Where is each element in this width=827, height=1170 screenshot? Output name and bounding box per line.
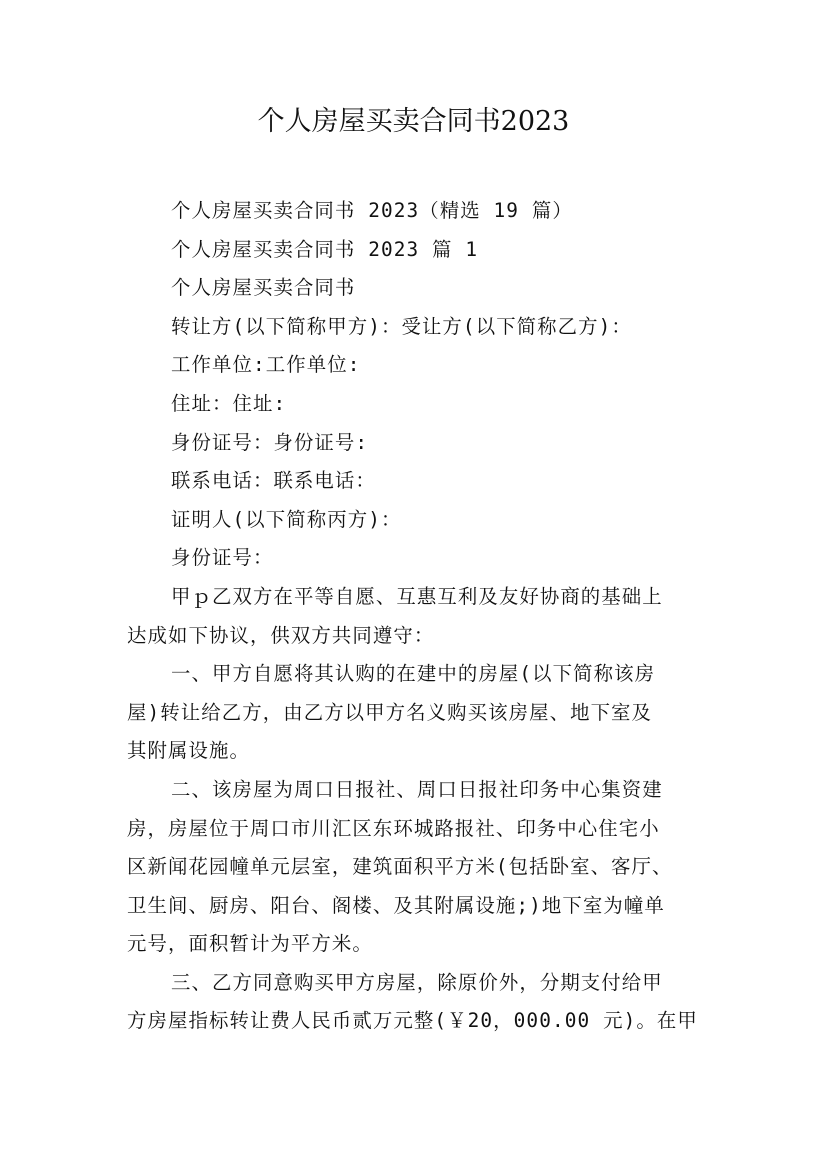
document-title: 个人房屋买卖合同书2023: [257, 106, 570, 137]
paragraph-line: 卫生间、厨房、阳台、阁楼、及其附属设施;)地下室为幢单: [127, 893, 665, 917]
paragraph-line: 达成如下协议，供双方共同遵守：: [127, 623, 435, 647]
text-line: 个人房屋买卖合同书: [171, 276, 356, 300]
text-line: 工作单位:工作单位:: [171, 353, 361, 377]
paragraph-line: 三、乙方同意购买甲方房屋，除原价外，分期支付给甲: [171, 970, 663, 994]
text-line: 证明人(以下简称丙方)：: [171, 507, 402, 531]
text-line: 联系电话：联系电话：: [171, 469, 376, 493]
paragraph: [127, 655, 719, 771]
paragraph-line: 一、甲方自愿将其认购的在建中的房屋(以下简称该房: [171, 662, 656, 686]
paragraph-line: 元号，面积暂计为平方米。: [127, 932, 373, 956]
document-body: [127, 192, 719, 1041]
paragraph-line: 方房屋指标转让费人民币贰万元整(￥20，000.00 元)。在甲: [127, 1009, 698, 1033]
paragraph: [127, 578, 719, 655]
paragraph: [127, 771, 719, 964]
paragraph-line: 区新闻花园幢单元层室，建筑面积平方米(包括卧室、客厅、: [127, 855, 673, 879]
paragraph-line: 二、该房屋为周口日报社、周口日报社印务中心集资建: [171, 777, 663, 801]
text-line: 个人房屋买卖合同书 2023 篇 1: [171, 237, 479, 261]
text-line: 身份证号：身份证号:: [171, 430, 369, 454]
paragraph: [127, 964, 719, 1041]
paragraph-line: 房，房屋位于周口市川汇区东环城路报社、印务中心住宅小: [127, 816, 660, 840]
text-line: 身份证号：: [171, 546, 274, 570]
text-line: 转让方(以下简称甲方)：受让方(以下简称乙方)：: [171, 314, 632, 338]
paragraph-line: 甲ｐ乙双方在平等自愿、互惠互利及友好协商的基础上: [171, 584, 663, 608]
paragraph-line: 屋)转让给乙方，由乙方以甲方名义购买该房屋、地下室及: [127, 700, 653, 724]
text-line: 住址：住址:: [171, 391, 287, 415]
text-line: 个人房屋买卖合同书 2023（精选 19 篇）: [171, 199, 573, 222]
paragraph-line: 其附属设施。: [127, 739, 250, 763]
